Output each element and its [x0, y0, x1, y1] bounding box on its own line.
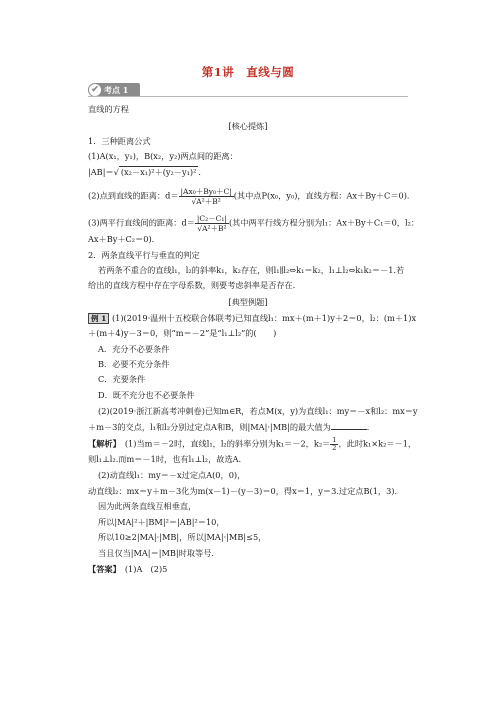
- page-title: 第1讲 直线与圆: [201, 65, 295, 79]
- solution-label: 【解析】: [88, 438, 117, 449]
- answer-line: [88, 564, 167, 575]
- formula-parallel-suffix: (其中两平行线方程分别为l₁：Ax＋By＋C₁＝0，l₂：: [228, 217, 420, 228]
- option-b: B．必要不充分条件: [98, 359, 170, 369]
- section-heading: 直线的方程: [88, 104, 129, 114]
- topic-badge-label: 考点 1: [104, 85, 129, 95]
- paragraph-two-points: (1)A(x₁，y₁)，B(x₂，y₂)两点间的距离：: [88, 151, 238, 161]
- topic-badge: [88, 83, 140, 97]
- fraction-numerator: |C₂－C₁|: [196, 214, 227, 223]
- paragraph-slope-note: 给出的直线方程中存在字母系数，则要考虑斜率是否存在．: [88, 280, 301, 290]
- option-a: A．充分不必要条件: [98, 344, 170, 354]
- option-c: C．充要条件: [98, 374, 146, 384]
- fraction-denominator: √A²＋B²: [191, 197, 221, 206]
- formula-parallel: [88, 214, 419, 233]
- solution-text: (1)当m＝－2时，直线l₁，l₂的斜率分别为k₁＝－2，k₂＝: [116, 438, 331, 449]
- formula-point-line: [88, 187, 415, 206]
- formula-parallel-prefix: (3)两平行直线间的距离：d＝: [88, 217, 195, 228]
- fraction-denominator: √A²＋B²: [197, 224, 227, 233]
- answer-blank: [331, 421, 367, 430]
- badge-divider: [88, 96, 408, 97]
- paragraph-parallel-perp: 2．两条直线平行与垂直的判定: [88, 250, 200, 260]
- solution-line-7: 所以10≥2|MA|·|MB|，所以|MA|·|MB|≤5，: [98, 532, 267, 542]
- example-2-text: ＋m－3的交点，l₁和l₂分别过定点A和B，则|MA|·|MB|的最大值为: [88, 422, 331, 432]
- solution-line-3: (2)动直线l₁：my＝－x过定点A(0，0)，: [98, 470, 246, 480]
- answer-text: (1)A (2)5: [116, 564, 168, 574]
- solution-text-end: ，此时k₁×k₂＝－1，: [338, 438, 417, 449]
- example-1-line-2: ＋(m＋4)y－3＝0，则“m＝－2”是“l₁⊥l₂”的( ): [88, 328, 277, 338]
- formula-parallel-cont: Ax＋By＋C₂＝0)．: [88, 234, 160, 244]
- formula-point-line-suffix: (其中点P(x₀，y₀)，直线方程：Ax＋By＋C＝0)．: [233, 190, 416, 201]
- example-2-end: ．: [366, 422, 375, 432]
- fraction-point-line: [179, 187, 234, 206]
- solution-line-1: [88, 437, 416, 452]
- solution-line-6: 所以|MA|²＋|BM|²＝|AB|²＝10，: [98, 517, 225, 527]
- sqrt-sign: √: [113, 167, 119, 177]
- check-icon: ✔: [89, 84, 101, 96]
- example-1-text: (1)(2019·温州十五校联合体联考)已知直线l₁：mx＋(m＋1)y＋2＝0，l₂：(m＋1)x: [111, 313, 417, 323]
- formula-point-line-prefix: (2)点到直线的距离：d＝: [88, 190, 179, 201]
- example-2-line-2: [88, 421, 375, 433]
- formula-ab-prefix: |AB|＝: [88, 167, 114, 177]
- fraction-denominator: 2: [332, 444, 337, 452]
- example-1-line-1: [88, 313, 416, 324]
- fraction-numerator: |Ax₀＋By₀＋C|: [180, 187, 232, 196]
- option-d: D．既不充分也不必要条件: [98, 390, 195, 400]
- typical-title: [典型例题]: [228, 297, 268, 307]
- paragraph-slope-rule: 若两条不重合的直线l₁，l₂的斜率k₁，k₂存在，则l₁∥l₂⇔k₁＝k₂，l₁⊥l₂⇔k₁k₂＝－1.若: [98, 265, 405, 275]
- solution-line-2: 则l₁⊥l₂.而m＝－1时，也有l₁⊥l₂，故选A.: [88, 454, 242, 464]
- solution-line-8: 当且仅当|MA|＝|MB|时取等号．: [98, 548, 220, 558]
- core-title: [核心提炼]: [228, 121, 268, 131]
- example-label: 例 1: [88, 313, 109, 324]
- solution-line-5: 因为此两条直线互相垂直，: [98, 501, 197, 511]
- fraction-parallel: [195, 214, 229, 233]
- fraction-numerator: 1: [332, 436, 337, 444]
- formula-ab: [88, 166, 207, 178]
- formula-ab-radicand: (x₂－x₁)²＋(y₂－y₁)²: [120, 167, 197, 177]
- solution-line-4: 动直线l₂：mx＝y＋m－3化为m(x－1)－(y－3)＝0，得x＝1，y＝3.过定点B(1，3)．: [88, 486, 403, 496]
- formula-ab-suffix: ．: [198, 167, 207, 177]
- example-2-line-1: (2)(2019·浙江新高考冲刺卷)已知m∈R，若点M(x，y)为直线l₁：my＝－x和l₂：mx＝y: [98, 406, 418, 416]
- answer-label: 【答案】: [88, 564, 117, 574]
- paragraph-distance-formulas: 1．三种距离公式: [88, 136, 151, 146]
